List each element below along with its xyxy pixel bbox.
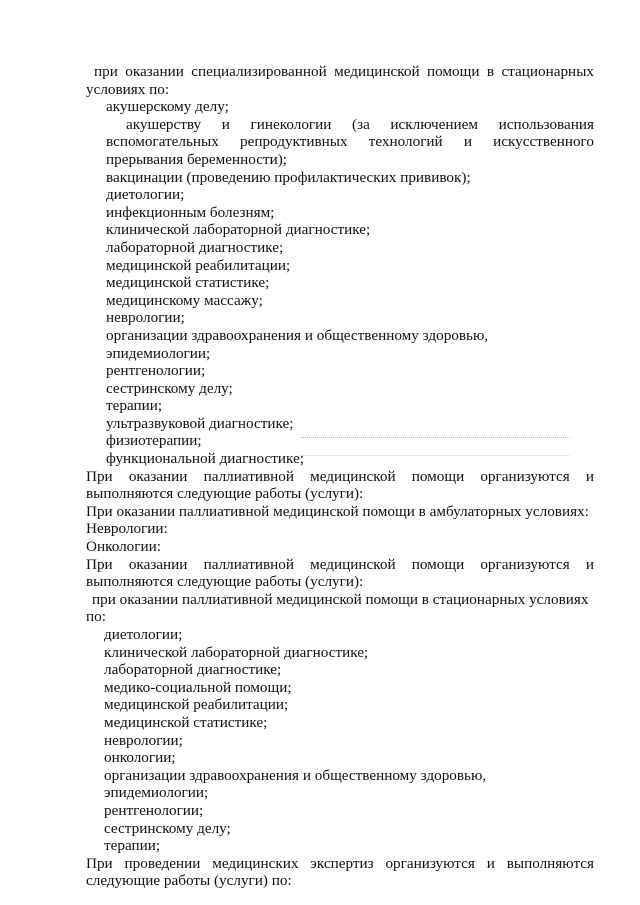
list-item: рентгенологии; [104, 801, 204, 819]
list-item: медицинскому массажу; [106, 291, 263, 309]
list-item: терапии; [104, 837, 161, 855]
paragraph-inpatient-specialized-care: при оказании специализированной медицинской помощи в стационарных условиях по: [86, 63, 594, 98]
list-item: неврологии; [104, 731, 183, 749]
document-body [86, 63, 594, 890]
list-item: функциональной диагностике; [106, 450, 304, 468]
list-item: диетологии; [104, 626, 183, 643]
list-item: медицинской реабилитации; [106, 256, 291, 274]
list-item: клинической лабораторной диагностике; [106, 221, 371, 239]
list-item: терапии; [106, 397, 163, 415]
list-item: сестринскому делу; [104, 819, 231, 837]
list-item: клинической лабораторной диагностике; [104, 643, 369, 661]
paragraph-palliative-inpatient: при оказании паллиативной медицинской помощи в стационарных условиях по: [86, 590, 589, 626]
list-item: акушерскому делу; [106, 98, 229, 116]
list-item: медицинской статистике; [104, 713, 268, 731]
list-item: акушерству и гинекологии (за исключением использования вспомогательных репродуктивных технологий и искусственного прерывания беременности); [106, 115, 594, 168]
scan-artifact [300, 455, 570, 457]
list-item: рентгенологии; [106, 362, 206, 380]
list-item: физиотерапии; [106, 432, 202, 450]
list-item: организации здравоохранения и общественному здоровью, эпидемиологии; [104, 766, 487, 802]
list-item: сестринскому делу; [106, 379, 233, 397]
paragraph-neurology: Неврологии: [86, 520, 168, 538]
list-item: диетологии; [106, 186, 185, 204]
list-item: медико-социальной помощи; [104, 678, 292, 696]
paragraph-medical-expertise: При проведении медицинских экспертиз организуются и выполняются следующие работы (услуги) по: [86, 854, 594, 890]
list-item: инфекционным болезням; [106, 203, 275, 221]
list-item: неврологии; [106, 309, 185, 327]
list-item: лабораторной диагностике; [106, 238, 284, 256]
paragraph-palliative-outpatient: При оказании паллиативной медицинской помощи в амбулаторных условиях: [86, 502, 589, 520]
paragraph-palliative-care-works: При оказании паллиативной медицинской помощи организуются и выполняются следующие работы (услуги): [86, 467, 594, 503]
list-item: ультразвуковой диагностике; [106, 414, 294, 432]
paragraph-oncology: Онкологии: [86, 538, 161, 556]
list-item: вакцинации (проведению профилактических прививок); [106, 168, 471, 186]
list-item: организации здравоохранения и общественному здоровью, эпидемиологии; [106, 326, 489, 362]
list-item: онкологии; [104, 749, 176, 767]
paragraph-palliative-care-works-2: При оказании паллиативной медицинской помощи организуются и выполняются следующие работы (услуги): [86, 555, 594, 591]
list-item: лабораторной диагностике; [104, 661, 282, 679]
scan-artifact [300, 437, 570, 439]
list-item: медицинской реабилитации; [104, 696, 289, 714]
list-item: медицинской статистике; [106, 274, 270, 292]
